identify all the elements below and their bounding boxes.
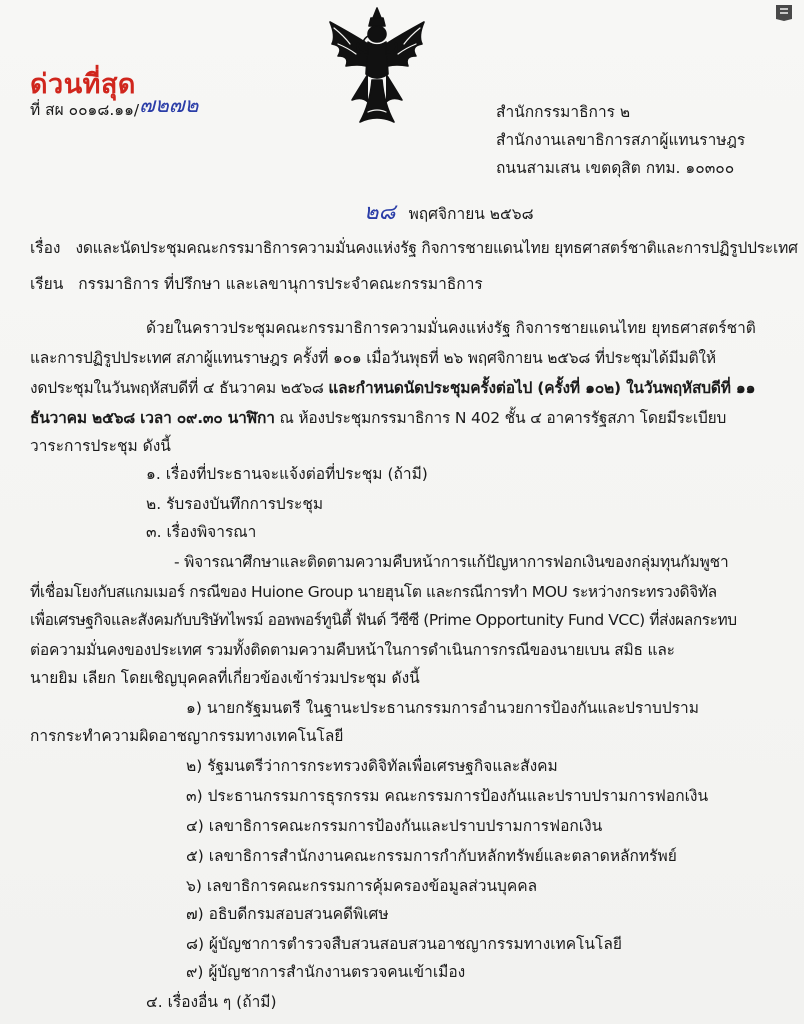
address-line-2: สำนักงานเลขาธิการสภาผู้แทนราษฎร <box>496 131 746 149</box>
document-number-prefix: ที่ สผ ๐๐๑๘.๑๑/ <box>30 101 140 119</box>
agenda-item-2: ๒. รับรองบันทึกการประชุม <box>146 495 324 513</box>
invitee-5: ๕) เลขาธิการสำนักงานคณะกรรมการกำกับหลักทรัพย์และตลาดหลักทรัพย์ <box>186 847 677 865</box>
body-line-4-normal: ณ ห้องประชุมกรรมาธิการ N 402 ชั้น ๔ อาคารรัฐสภา โดยมีระเบียบ <box>274 409 727 427</box>
body-line-3-normal: งดประชุมในวันพฤหัสบดีที่ ๔ ธันวาคม ๒๕๖๘ <box>30 379 329 397</box>
address-line-1: สำนักกรรมาธิการ ๒ <box>496 103 631 121</box>
invitee-2: ๒) รัฐมนตรีว่าการกระทรวงดิจิทัลเพื่อเศรษฐกิจและสังคม <box>186 757 558 775</box>
invitee-1-continued: การกระทำความผิดอาชญากรรมทางเทคโนโลยี <box>30 727 344 745</box>
invitee-1: ๑) นายกรัฐมนตรี ในฐานะประธานกรรมการอำนวยการป้องกันและปราบปราม <box>186 699 699 717</box>
address-line-3: ถนนสามเสน เขตดุสิต กทม. ๑๐๓๐๐ <box>496 159 735 177</box>
body-line-3 <box>30 378 755 398</box>
agenda-item-3: ๓. เรื่องพิจารณา <box>146 523 257 541</box>
date-day-handwritten: ๒๘ <box>364 200 396 225</box>
invitee-7: ๗) อธิบดีกรมสอบสวนคดีพิเศษ <box>186 905 389 923</box>
document-date <box>364 194 534 229</box>
agenda-item-4: ๔. เรื่องอื่น ๆ (ถ้ามี) <box>146 993 277 1011</box>
consider-line-1: - พิจารณาศึกษาและติดตามความคืบหน้าการแก้ปัญหาการฟอกเงินของกลุ่มทุนกัมพูชา <box>174 553 729 571</box>
body-line-4 <box>30 408 726 428</box>
urgency-stamp: ด่วนที่สุด <box>30 69 136 100</box>
garuda-emblem-icon <box>322 4 432 126</box>
invitee-6: ๖) เลขาธิการคณะกรรมการคุ้มครองข้อมูลส่วนบุคคล <box>186 877 538 895</box>
body-line-2: และการปฏิรูปประเทศ สภาผู้แทนราษฎร ครั้งที่ ๑๐๑ เมื่อวันพุธที่ ๒๖ พฤศจิกายน ๒๕๖๘ ที่ประชุมได้มีมติให้ <box>30 349 716 367</box>
consider-line-3: เพื่อเศรษฐกิจและสังคมกับบริษัทไพรม์ ออพพอร์ทูนิตี้ ฟันด์ วีซีซี (Prime Opportunity Fund VCC) ที่ส่งผลกระทบ <box>30 611 737 629</box>
invitee-4: ๔) เลขาธิการคณะกรรมการป้องกันและปราบปรามการฟอกเงิน <box>186 817 603 835</box>
body-line-5: วาระการประชุม ดังนี้ <box>30 437 171 455</box>
document-number-handwritten: ๗๒๗๒ <box>139 93 199 117</box>
invitee-9: ๙) ผู้บัญชาการสำนักงานตรวจคนเข้าเมือง <box>186 963 466 981</box>
body-line-3-bold: และกำหนดนัดประชุมครั้งต่อไป (ครั้งที่ ๑๐๒) ในวันพฤหัสบดีที่ ๑๑ <box>328 379 756 397</box>
consider-line-2: ที่เชื่อมโยงกับสแกมเมอร์ กรณีของ Huione Group นายฮุนโต และกรณีการทำ MOU ระหว่างกระทรวงดิจิทัล <box>30 583 717 601</box>
consider-line-4: ต่อความมั่นคงของประเทศ รวมทั้งติดตามความคืบหน้าในการดำเนินการกรณีของนายเบน สมิธ และ <box>30 641 675 659</box>
document-number <box>30 93 199 120</box>
recipient-label: เรียน <box>30 275 64 293</box>
meeting-datetime: ธันวาคม ๒๕๖๘ เวลา ๐๙.๓๐ นาฬิกา <box>30 409 275 427</box>
date-month-year: พฤศจิกายน ๒๕๖๘ <box>408 205 534 223</box>
recipient-text: กรรมาธิการ ที่ปรึกษา และเลขานุการประจำคณะกรรมาธิการ <box>78 275 483 293</box>
subject-text: งดและนัดประชุมคณะกรรมาธิการความมั่นคงแห่งรัฐ กิจการชายแดนไทย ยุทธศาสตร์ชาติและการปฏิรูปประเทศ <box>75 239 798 257</box>
subject-label: เรื่อง <box>30 239 61 257</box>
agenda-item-1: ๑. เรื่องที่ประธานจะแจ้งต่อที่ประชุม (ถ้ามี) <box>146 465 428 483</box>
consider-line-5: นายยิม เลียก โดยเชิญบุคคลที่เกี่ยวข้องเข้าร่วมประชุม ดังนี้ <box>30 669 420 687</box>
invitee-3: ๓) ประธานกรรมการธุรกรรม คณะกรรมการป้องกันและปราบปรามการฟอกเงิน <box>186 787 709 805</box>
subject-line <box>30 238 798 258</box>
body-line-1: ด้วยในคราวประชุมคณะกรรมาธิการความมั่นคงแห่งรัฐ กิจการชายแดนไทย ยุทธศาสตร์ชาติ <box>146 319 756 337</box>
recipient-line <box>30 274 483 294</box>
invitee-8: ๘) ผู้บัญชาการตำรวจสืบสวนสอบสวนอาชญากรรมทางเทคโนโลยี <box>186 935 622 953</box>
corner-overlay-icon <box>772 2 796 24</box>
